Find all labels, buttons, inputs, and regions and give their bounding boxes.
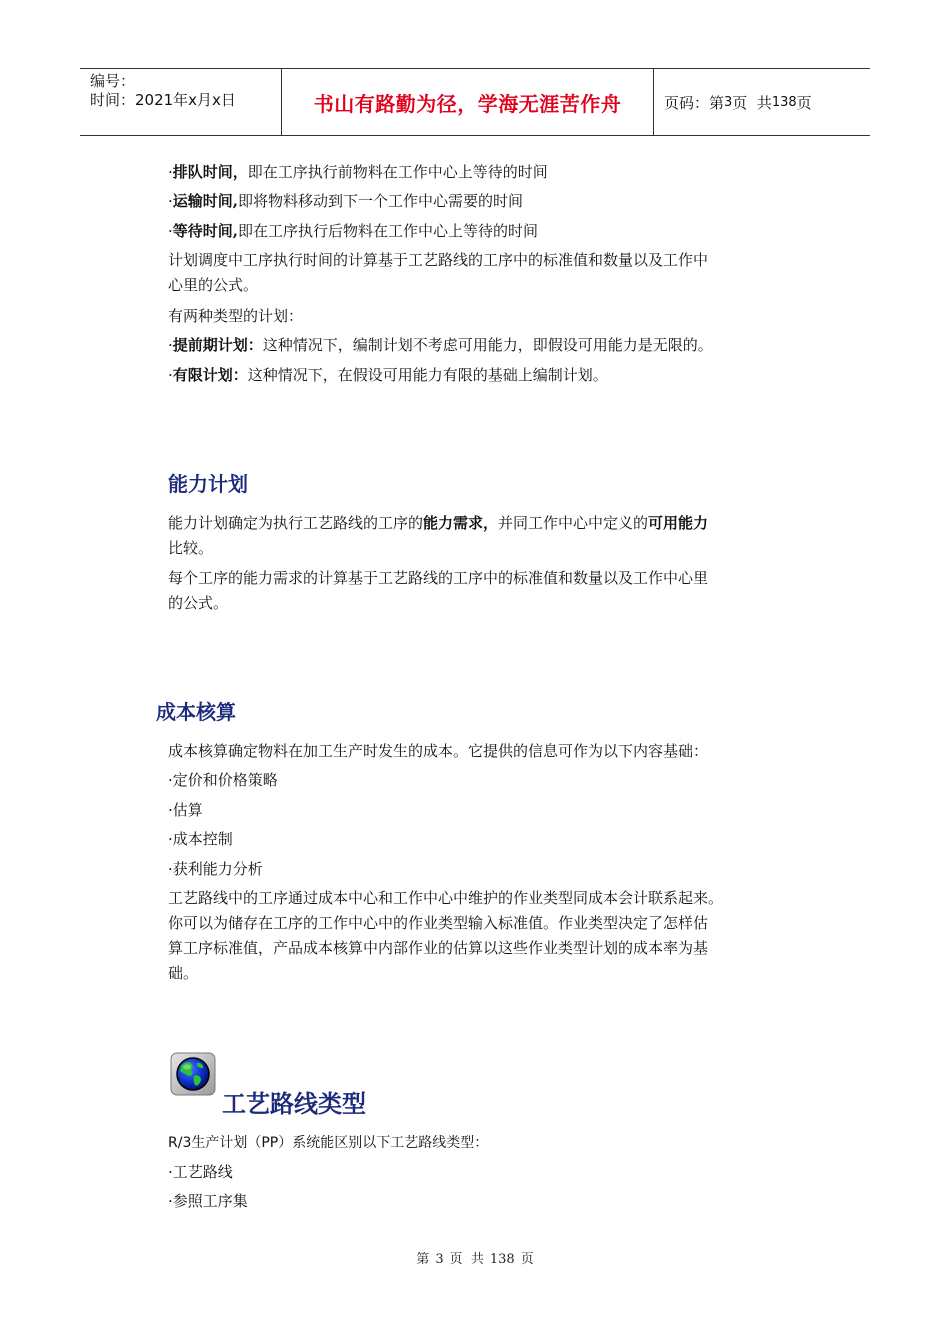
routing-intro: R/3生产计划（PP）系统能区别以下工艺路线类型： [168,1135,489,1151]
plan-types-intro: 有两种类型的计划： [168,307,304,325]
header-motto: 书山有路勤为径，学海无涯苦作舟 [282,69,654,135]
globe-icon [170,1052,216,1096]
list-item: ·排队时间，即在工序执行前物料在工作中心上等待的时间 [168,163,548,181]
scheduling-para-line: 计划调度中工序执行时间的计算基于工艺路线的工序中的标准值和数量以及工作中 [168,251,709,269]
list-item: ·估算 [168,801,203,819]
capacity-title: 能力计划 [168,472,248,496]
capacity-para-line: 每个工序的能力需求的计算基于工艺路线的工序中的标准值和数量以及工作中心里 [168,569,709,587]
page-total: 138 [771,94,797,110]
header-meta [80,69,282,135]
page-prefix: 页码：第 [664,93,725,112]
list-item: ·等待时间,即在工序执行后物料在工作中心上等待的时间 [168,222,539,240]
page-number: 3 [724,94,733,110]
list-item: ·获利能力分析 [168,860,263,878]
list-item: ·参照工序集 [168,1192,248,1210]
page-footer [0,1248,950,1267]
costing-intro: 成本核算确定物料在加工生产时发生的成本。它提供的信息可作为以下内容基础： [168,742,709,760]
costing-title: 成本核算 [156,700,236,724]
capacity-para-line: 比较。 [168,539,214,557]
costing-para-line: 你可以为储存在工序的工作中心中的作业类型输入标准值。作业类型决定了怎样估 [168,914,709,932]
footer-suffix: 页 [520,1252,534,1267]
capacity-para-line: 的公式。 [168,594,229,612]
number-label: 编号： [90,72,136,90]
footer-total: 138 [489,1252,515,1267]
costing-para-line: 算工序标准值，产品成本核算中内部作业的估算以这些作业类型计划的成本率为基 [168,939,709,957]
time-label: 时间：2021年x月x日 [90,91,236,109]
footer-prefix: 第 [416,1252,430,1267]
page-suffix: 页 [796,93,812,112]
footer-page: 3 [435,1252,444,1267]
scheduling-para-line: 心里的公式。 [168,276,259,294]
capacity-para-line: 能力计划确定为执行工艺路线的工序的能力需求，并同工作中心中定义的可用能力 [168,514,709,532]
list-item: ·提前期计划：这种情况下，编制计划不考虑可用能力，即假设可用能力是无限的。 [168,336,713,354]
page-mid: 页 共 [732,93,772,112]
header-page-info [654,69,870,135]
footer-mid: 页 共 [449,1252,484,1267]
list-item: ·成本控制 [168,830,233,848]
list-item: ·有限计划：这种情况下，在假设可用能力有限的基础上编制计划。 [168,366,608,384]
costing-para-line: 础。 [168,964,199,982]
page-header [80,68,870,136]
list-item: ·工艺路线 [168,1163,233,1181]
routing-title: 工艺路线类型 [222,1090,366,1118]
costing-para-line: 工艺路线中的工序通过成本中心和工作中心中维护的作业类型同成本会计联系起来。 [168,889,724,907]
list-item: ·定价和价格策略 [168,771,278,789]
list-item: ·运输时间,即将物料移动到下一个工作中心需要的时间 [168,192,524,210]
